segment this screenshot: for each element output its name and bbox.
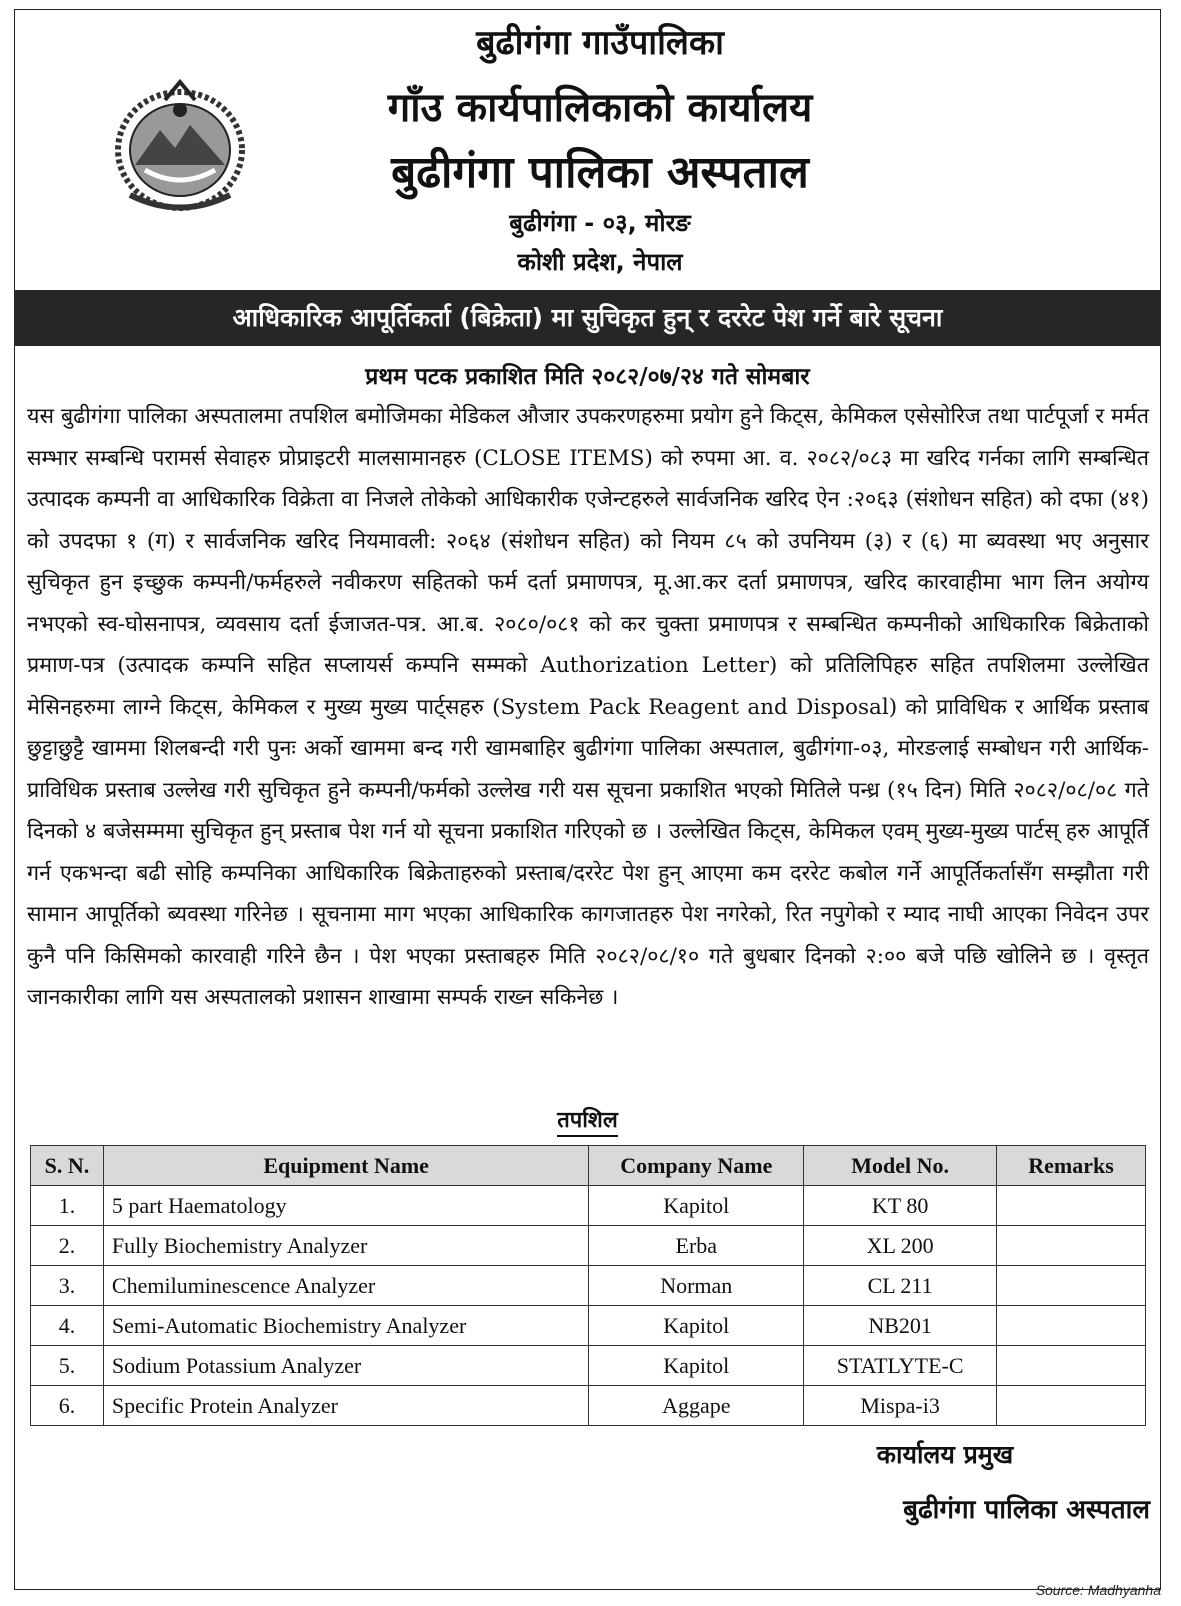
header-model-no: Model No. xyxy=(804,1146,997,1186)
header-remarks: Remarks xyxy=(997,1146,1146,1186)
cell-model: CL 211 xyxy=(804,1266,997,1306)
cell-equipment: 5 part Haematology xyxy=(103,1186,588,1226)
table-row xyxy=(31,1306,1146,1346)
cell-company: Kapitol xyxy=(589,1306,804,1346)
cell-equipment: Specific Protein Analyzer xyxy=(103,1386,588,1426)
cell-company: Norman xyxy=(589,1266,804,1306)
cell-remarks xyxy=(997,1226,1146,1266)
cell-model: STATLYTE-C xyxy=(804,1346,997,1386)
source-credit: Source: Madhyanha xyxy=(1035,1582,1161,1598)
table-row xyxy=(31,1386,1146,1426)
address-line-1: बुढीगंगा - ०३, मोरङ xyxy=(509,209,691,237)
cell-equipment: Sodium Potassium Analyzer xyxy=(103,1346,588,1386)
notice-title-banner: आधिकारिक आपूर्तिकर्ता (बिक्रेता) मा सुचिकृत हुन् र दररेट पेश गर्ने बारे सूचना xyxy=(14,290,1161,346)
cell-remarks xyxy=(997,1386,1146,1426)
cell-sn: 2. xyxy=(31,1226,104,1266)
cell-sn: 3. xyxy=(31,1266,104,1306)
cell-company: Kapitol xyxy=(589,1346,804,1386)
publication-date: प्रथम पटक प्रकाशित मिति २०८२/०७/२४ गते सोमबार xyxy=(365,364,810,390)
signatory-title: कार्यालय प्रमुख xyxy=(876,1440,1014,1469)
nepal-government-emblem-icon xyxy=(105,70,255,220)
cell-model: XL 200 xyxy=(804,1226,997,1266)
table-title xyxy=(14,1104,1161,1134)
table-header-row xyxy=(31,1146,1146,1186)
hospital-name: बुढीगंगा पालिका अस्पताल xyxy=(391,147,809,198)
header-company-name: Company Name xyxy=(589,1146,804,1186)
cell-sn: 4. xyxy=(31,1306,104,1346)
cell-equipment: Chemiluminescence Analyzer xyxy=(103,1266,588,1306)
cell-model: NB201 xyxy=(804,1306,997,1346)
cell-equipment: Fully Biochemistry Analyzer xyxy=(103,1226,588,1266)
header-sn: S. N. xyxy=(31,1146,104,1186)
table-row xyxy=(31,1346,1146,1386)
notice-body: यस बुढीगंगा पालिका अस्पतालमा तपशिल बमोजिमका मेडिकल औजार उपकरणहरुमा प्रयोग हुने किट्स, केमिकल एसेसोरिज तथा पार्टपूर्जा र मर्मत सम्भार सम्बन्धि परामर्स सेवाहरु प्रोप्राइटरी मालसामानहरु (CLOSE ITEMS) को रुपमा आ. व. २०८२/०८३ मा खरिद गर्नका लागि सम्बन्धित उत्पादक कम्पनी वा आधिकारिक विक्रेता वा निजले तोकेको आधिकारीक एजेन्टहरुले सार्वजनिक खरिद ऐन :२०६३ (संशोधन सहित) को दफा (४१) को उपदफा १ (ग) र सार्वजनिक खरिद नियमावली: २०६४ (संशोधन सहित) को नियम ८५ को उपनियम (३) र (६) मा ब्यवस्था भए अनुसार सुचिकृत हुन इच्छुक कम्पनी/फर्महरुले नवीकरण सहितको फर्म दर्ता प्रमाणपत्र, मू.आ.कर दर्ता प्रमाणपत्र, खरिद कारवाहीमा भाग लिन अयोग्य नभएको स्व-घोसनापत्र, व्यवसाय दर्ता ईजाजत-पत्र. आ.ब. २०८०/०८१ को कर चुक्ता प्रमाणपत्र र सम्बन्धित कम्पनीको आधिकारिक बिक्रेताको प्रमाण-पत्र (उत्पादक कम्पनि सहित सप्लायर्स कम्पनि सम्मको Authorization Letter) को प्रतिलिपिहरु सहित तपशिलमा उल्लेखित मेसिनहरुमा लाग्ने किट्स, केमिकल र मुख्य मुख्य पार्ट्सहरु (System Pack Reagent and Disposal) को प्राविधिक र आर्थिक प्रस्ताब छुट्टाछुट्टै खाममा शिलबन्दी गरी पुनः अर्को खाममा बन्द गरी खामबाहिर बुढीगंगा पालिका अस्पताल, बुढीगंगा-०३, मोरङलाई सम्बोधन गरी आर्थिक-प्राविधिक प्रस्ताब उल्लेख गरी सुचिकृत हुने कम्पनी/फर्मको उल्लेख गरी यस सूचना प्रकाशित भएको मितिले पन्ध्र (१५ दिन) मिति २०८२/०८/०८ गते दिनको ४ बजेसम्ममा सुचिकृत हुन् प्रस्ताब पेश गर्न यो सूचना प्रकाशित गरिएको छ । उल्लेखित किट्स, केमिकल एवम् मुख्य-मुख्य पार्टस् हरु आपूर्ति गर्न एकभन्दा बढी सोहि कम्पनिका आधिकारिक बिक्रेताहरुको प्रस्ताब/दररेट पेश हुन् आएमा कम दररेट कबोल गर्ने आपूर्तिकर्तासँग सम्झौता गरी सामान आपूर्तिको ब्यवस्था गरिनेछ । सूचनामा माग भएका आधिकारिक कागजातहरु पेश नगरेको, रित नपुगेको र म्याद नाघी आएका निवेदन उपर कुनै पनि किसिमको कारवाही गरिने छैन । पेश भएका प्रस्ताबहरु मिति २०८२/०८/१० गते बुधबार दिनको २:०० बजे पछि खोलिने छ । वृस्तृत जानकारीका लागि यस अस्पतालको प्रशासन शाखामा सम्पर्क राख्न सकिनेछ । xyxy=(27,404,1149,1010)
municipality-name: बुढीगंगा गाउँपालिका xyxy=(476,23,724,63)
cell-remarks xyxy=(997,1306,1146,1346)
equipment-table xyxy=(30,1145,1146,1426)
cell-model: Mispa-i3 xyxy=(804,1386,997,1426)
cell-sn: 1. xyxy=(31,1186,104,1226)
address-line-2: कोशी प्रदेश, नेपाल xyxy=(517,248,683,276)
header-equipment-name: Equipment Name xyxy=(103,1146,588,1186)
table-title-text: तपशिल xyxy=(557,1108,618,1137)
table-row xyxy=(31,1186,1146,1226)
cell-sn: 6. xyxy=(31,1386,104,1426)
cell-company: Kapitol xyxy=(589,1186,804,1226)
cell-remarks xyxy=(997,1346,1146,1386)
cell-equipment: Semi-Automatic Biochemistry Analyzer xyxy=(103,1306,588,1346)
cell-company: Aggape xyxy=(589,1386,804,1426)
table-row xyxy=(31,1226,1146,1266)
cell-company: Erba xyxy=(589,1226,804,1266)
cell-remarks xyxy=(997,1266,1146,1306)
cell-remarks xyxy=(997,1186,1146,1226)
cell-sn: 5. xyxy=(31,1346,104,1386)
office-name: गाँउ कार्यपालिकाको कार्यालय xyxy=(387,85,813,131)
table-row xyxy=(31,1266,1146,1306)
signatory-organization: बुढीगंगा पालिका अस्पताल xyxy=(903,1495,1150,1525)
cell-model: KT 80 xyxy=(804,1186,997,1226)
